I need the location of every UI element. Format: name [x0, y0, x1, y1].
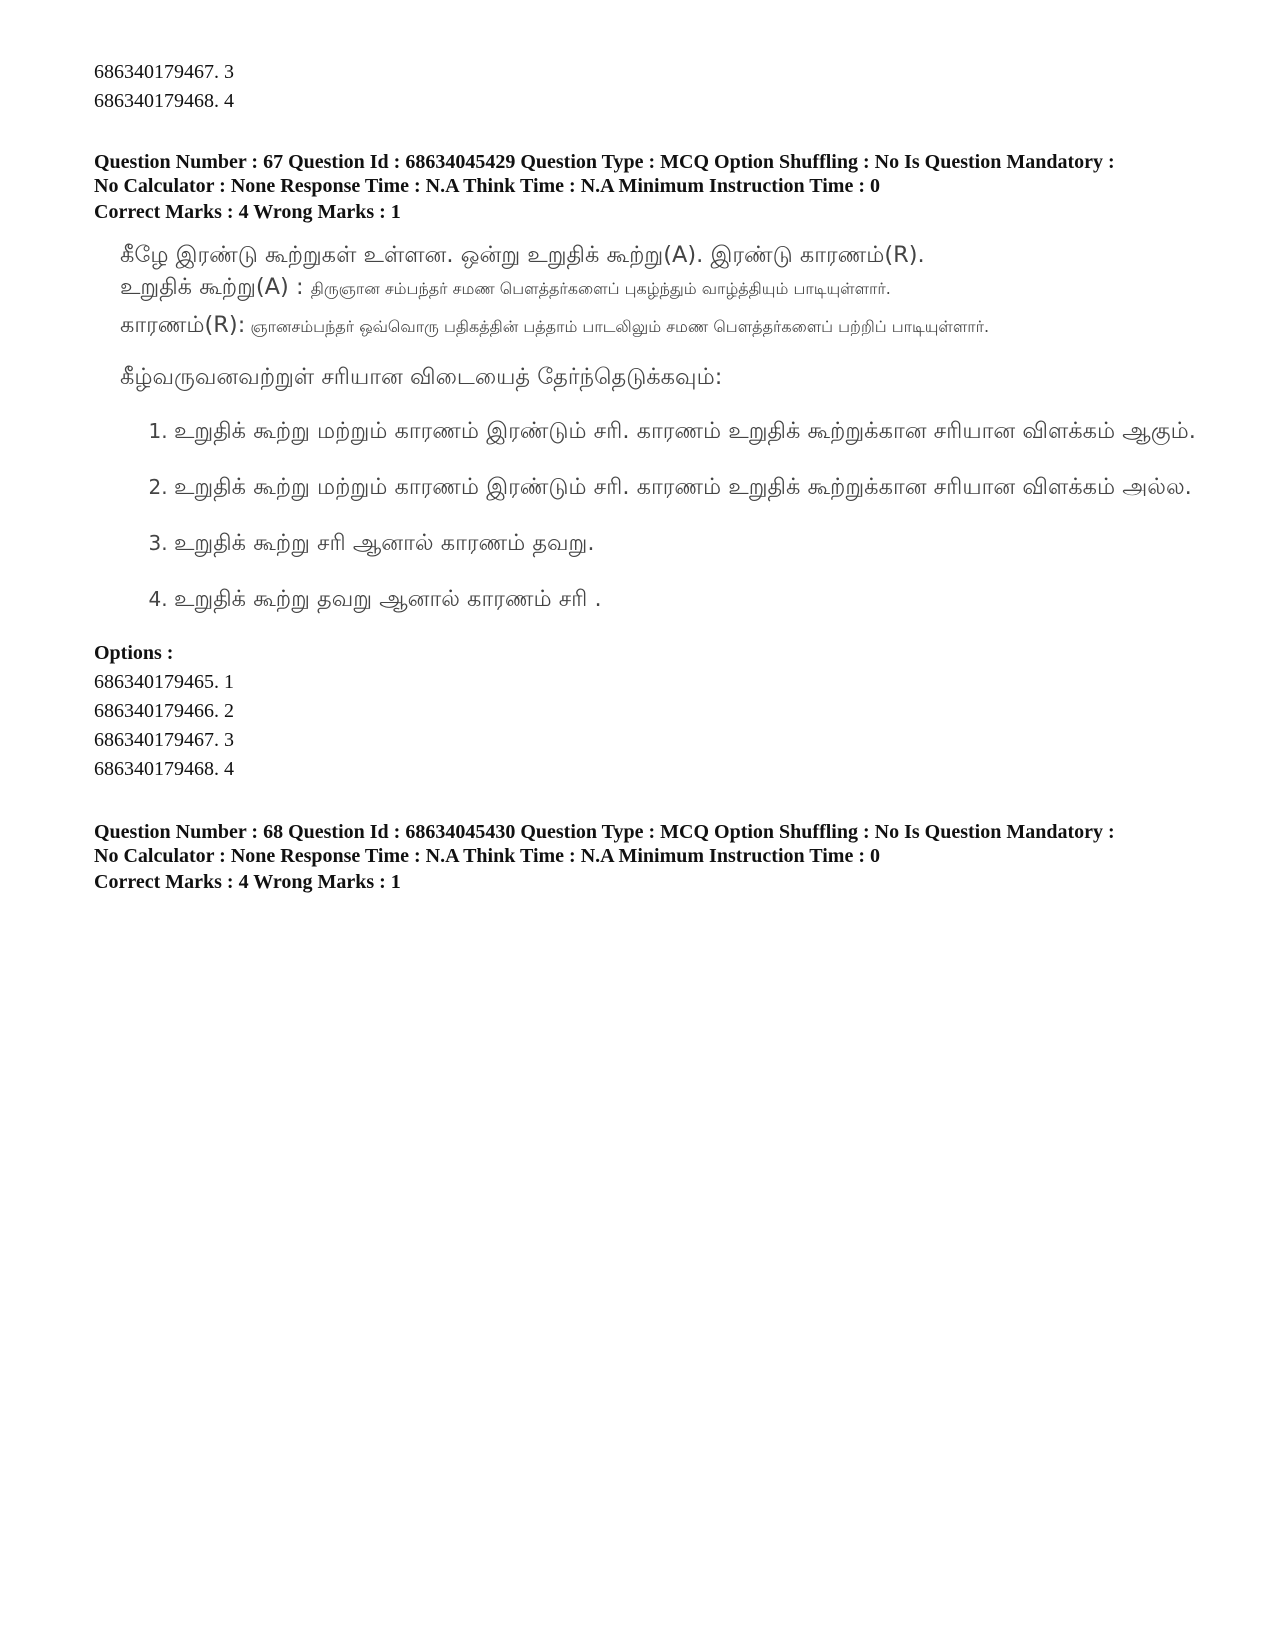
choice-2: 2. உறுதிக் கூற்று மற்றும் காரணம் இரண்டும் சரி. காரணம் உறுதிக் கூற்றுக்கான சரியான விளக்கம் அல்ல.	[174, 471, 1204, 503]
assertion-label: உறுதிக் கூற்று(A) :	[120, 274, 304, 300]
option-id: 686340179467.	[94, 729, 219, 751]
option-id: 686340179467.	[94, 61, 219, 83]
document-page	[94, 58, 1204, 897]
choice-list	[120, 415, 1204, 615]
option-value: 1	[224, 671, 234, 693]
option-1	[94, 668, 1204, 697]
question-header-line-2: No Calculator : None Response Time : N.A Think Time : N.A Minimum Instruction Time : 0	[94, 175, 880, 197]
question-marks: Correct Marks : 4 Wrong Marks : 1	[94, 201, 401, 223]
question-body	[120, 239, 1204, 615]
prev-option-3	[94, 58, 1204, 87]
option-id: 686340179465.	[94, 671, 219, 693]
choice-1: 1. உறுதிக் கூற்று மற்றும் காரணம் இரண்டும் சரி. காரணம் உறுதிக் கூற்றுக்கான சரியான விளக்கம் ஆகும்.	[174, 415, 1204, 447]
reason-label: காரணம்(R):	[120, 312, 246, 338]
reason-text: ஞானசம்பந்தர் ஒவ்வொரு பதிகத்தின் பத்தாம் பாடலிலும் சமண பௌத்தர்களைப் பற்றிப் பாடியுள்ளார்.	[250, 317, 990, 336]
question-header-line-1: Question Number : 67 Question Id : 68634045429 Question Type : MCQ Option Shuffling : No Is Question Mandatory :	[94, 151, 1115, 173]
option-3	[94, 726, 1204, 755]
choice-3: 3. உறுதிக் கூற்று சரி ஆனால் காரணம் தவறு.	[174, 527, 1204, 559]
option-value: 3	[224, 61, 234, 83]
question-marks: Correct Marks : 4 Wrong Marks : 1	[94, 871, 401, 893]
question-67	[94, 150, 1204, 784]
option-value: 4	[224, 90, 234, 112]
option-4	[94, 755, 1204, 784]
question-header-line-1: Question Number : 68 Question Id : 68634045430 Question Type : MCQ Option Shuffling : No Is Question Mandatory :	[94, 821, 1115, 843]
reason	[120, 311, 1204, 341]
option-id: 686340179468.	[94, 758, 219, 780]
choice-4: 4. உறுதிக் கூற்று தவறு ஆனால் காரணம் சரி .	[174, 583, 1204, 615]
question-header-line-2: No Calculator : None Response Time : N.A Think Time : N.A Minimum Instruction Time : 0	[94, 845, 880, 867]
option-id: 686340179466.	[94, 700, 219, 722]
assertion	[120, 271, 1204, 305]
option-value: 2	[224, 700, 234, 722]
option-value: 3	[224, 729, 234, 751]
question-68	[94, 820, 1204, 897]
option-value: 4	[224, 758, 234, 780]
options-label: Options :	[94, 642, 174, 664]
prev-option-4	[94, 87, 1204, 116]
question-instruction: கீழ்வருவனவற்றுள் சரியான விடையைத் தேர்ந்தெடுக்கவும்:	[120, 364, 723, 390]
question-intro: கீழே இரண்டு கூற்றுகள் உள்ளன. ஒன்று உறுதிக் கூற்று(A). இரண்டு காரணம்(R).	[120, 242, 925, 268]
option-2	[94, 697, 1204, 726]
assertion-text: திருஞான சம்பந்தர் சமண பௌத்தர்களைப் புகழ்ந்தும் வாழ்த்தியும் பாடியுள்ளார்.	[310, 279, 891, 298]
option-id: 686340179468.	[94, 90, 219, 112]
